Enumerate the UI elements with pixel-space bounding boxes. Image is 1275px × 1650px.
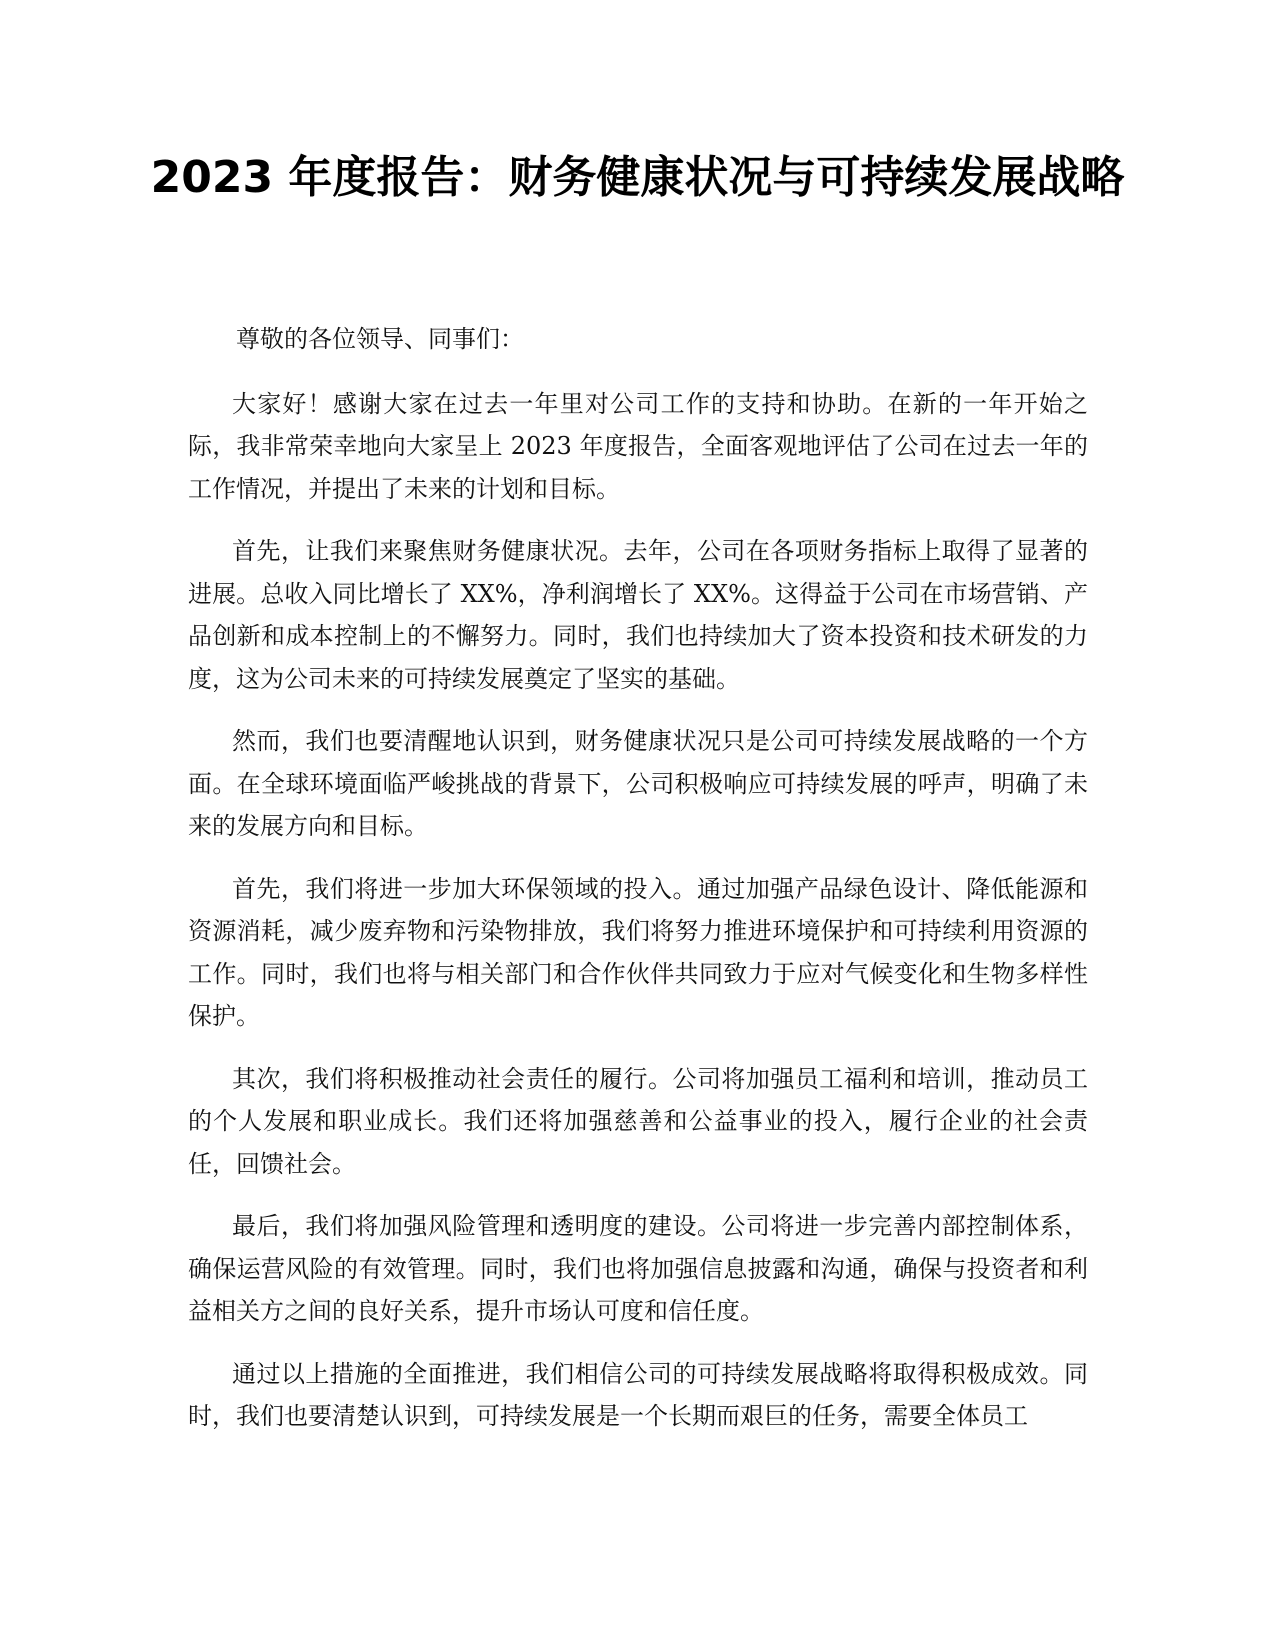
paragraph-sustainability-direction: 然而，我们也要清醒地认识到，财务健康状况只是公司可持续发展战略的一个方面。在全球环境面临严峻挑战的背景下，公司积极响应可持续发展的呼声，明确了未来的发展方向和目标。 bbox=[188, 727, 1088, 840]
paragraph-social-responsibility: 其次，我们将积极推动社会责任的履行。公司将加强员工福利和培训，推动员工的个人发展和职业成长。我们还将加强慈善和公益事业的投入，履行企业的社会责任，回馈社会。 bbox=[188, 1064, 1088, 1178]
document-title: 2023 年度报告：财务健康状况与可持续发展战略 bbox=[150, 152, 1125, 203]
salutation: 尊敬的各位领导、同事们： bbox=[236, 325, 524, 353]
paragraph-intro: 大家好！感谢大家在过去一年里对公司工作的支持和协助。在新的一年开始之际，我非常荣幸地向大家呈上 2023 年度报告，全面客观地评估了公司在过去一年的工作情况，并提出了未来的计划和目标。 bbox=[188, 389, 1088, 503]
paragraph-environment: 首先，我们将进一步加大环保领域的投入。通过加强产品绿色设计、降低能源和资源消耗，减少废弃物和污染物排放，我们将努力推进环境保护和可持续利用资源的工作。同时，我们也将与相关部门和合作伙伴共同致力于应对气候变化和生物多样性保护。 bbox=[188, 874, 1088, 1030]
paragraph-conclusion: 通过以上措施的全面推进，我们相信公司的可持续发展战略将取得积极成效。同时，我们也要清楚认识到，可持续发展是一个长期而艰巨的任务，需要全体员工 bbox=[188, 1359, 1088, 1430]
paragraph-risk-management: 最后，我们将加强风险管理和透明度的建设。公司将进一步完善内部控制体系，确保运营风险的有效管理。同时，我们也将加强信息披露和沟通，确保与投资者和利益相关方之间的良好关系，提升市场认可度和信任度。 bbox=[188, 1212, 1088, 1325]
document-body bbox=[188, 318, 1088, 1458]
paragraph-financial-health: 首先，让我们来聚焦财务健康状况。去年，公司在各项财务指标上取得了显著的进展。总收入同比增长了 XX%，净利润增长了 XX%。这得益于公司在市场营销、产品创新和成本控制上的不懈努力。同时，我们也持续加大了资本投资和技术研发的力度，这为公司未来的可持续发展奠定了坚实的基础。 bbox=[188, 537, 1088, 693]
